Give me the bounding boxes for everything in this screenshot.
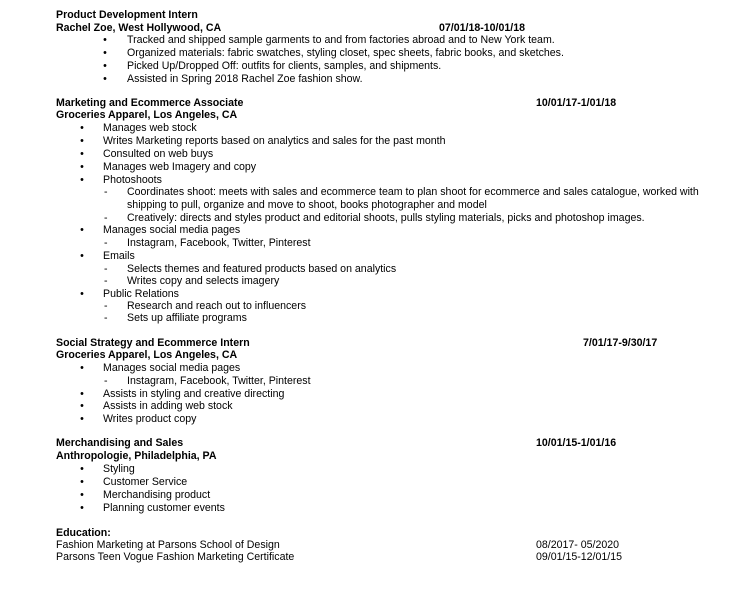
- list-item: Manages social media pages: [103, 362, 241, 374]
- job-title: Social Strategy and Ecommerce Intern: [56, 337, 250, 349]
- dash-icon: -: [104, 312, 108, 324]
- bullet-icon: •: [80, 489, 84, 501]
- bullet-icon: •: [80, 413, 84, 425]
- job-company: Anthropologie, Philadelphia, PA: [56, 450, 217, 462]
- sub-list-item: Creatively: directs and styles product and editorial shoots, pulls styling materials, picks and photoshop images.: [127, 212, 645, 224]
- job-dates: 10/01/17-1/01/18: [536, 97, 617, 109]
- list-item: Planning customer events: [103, 502, 225, 514]
- list-item: Merchandising product: [103, 489, 211, 501]
- list-item: Public Relations: [103, 288, 179, 300]
- list-item: Customer Service: [103, 476, 188, 488]
- education-item: Fashion Marketing at Parsons School of Design: [56, 539, 280, 551]
- education-dates: 09/01/15-12/01/15: [536, 551, 623, 563]
- sub-list-item: Coordinates shoot: meets with sales and ecommerce team to plan shoot for ecommerce and sales catalogue, worked with: [127, 186, 699, 198]
- sub-list-item: Research and reach out to influencers: [127, 300, 307, 312]
- bullet-icon: •: [80, 135, 84, 147]
- bullet-icon: •: [80, 148, 84, 160]
- list-item: Manages web Imagery and copy: [103, 161, 257, 173]
- job-company: Groceries Apparel, Los Angeles, CA: [56, 109, 238, 121]
- bullet-icon: •: [80, 400, 84, 412]
- sub-list-item: Selects themes and featured products based on analytics: [127, 263, 397, 275]
- bullet-icon: •: [103, 73, 107, 85]
- job-title: Merchandising and Sales: [56, 437, 184, 449]
- sub-list-item-continued: shipping to pull, organize and move to shoot, books photographer and model: [127, 199, 487, 211]
- bullet-icon: •: [80, 463, 84, 475]
- bullet-icon: •: [80, 388, 84, 400]
- sub-list-item: Instagram, Facebook, Twitter, Pinterest: [127, 375, 311, 387]
- job-dates: 10/01/15-1/01/16: [536, 437, 617, 449]
- job-dates: 07/01/18-10/01/18: [439, 22, 526, 34]
- bullet-icon: •: [80, 288, 84, 300]
- list-item: Assists in styling and creative directing: [103, 388, 285, 400]
- list-item: Manages social media pages: [103, 224, 241, 236]
- list-item: Organized materials: fabric swatches, styling closet, spec sheets, fabric books, and sketches.: [127, 47, 564, 59]
- job-company: Groceries Apparel, Los Angeles, CA: [56, 349, 238, 361]
- list-item: Tracked and shipped sample garments to and from factories abroad and to New York team.: [127, 34, 555, 46]
- list-item: Assisted in Spring 2018 Rachel Zoe fashion show.: [127, 73, 363, 85]
- bullet-icon: •: [80, 122, 84, 134]
- bullet-icon: •: [80, 502, 84, 514]
- job-title: Marketing and Ecommerce Associate: [56, 97, 244, 109]
- dash-icon: -: [104, 263, 108, 275]
- list-item: Assists in adding web stock: [103, 400, 233, 412]
- dash-icon: -: [104, 300, 108, 312]
- sub-list-item: Sets up affiliate programs: [127, 312, 247, 324]
- job-dates: 7/01/17-9/30/17: [583, 337, 658, 349]
- job-title: Product Development Intern: [56, 9, 198, 21]
- list-item: Writes Marketing reports based on analytics and sales for the past month: [103, 135, 446, 147]
- dash-icon: -: [104, 212, 108, 224]
- bullet-icon: •: [80, 174, 84, 186]
- dash-icon: -: [104, 375, 108, 387]
- list-item: Emails: [103, 250, 135, 262]
- bullet-icon: •: [80, 250, 84, 262]
- education-dates: 08/2017- 05/2020: [536, 539, 620, 551]
- sub-list-item: Instagram, Facebook, Twitter, Pinterest: [127, 237, 311, 249]
- list-item: Consulted on web buys: [103, 148, 214, 160]
- education-item: Parsons Teen Vogue Fashion Marketing Certificate: [56, 551, 295, 563]
- bullet-icon: •: [80, 362, 84, 374]
- list-item: Manages web stock: [103, 122, 197, 134]
- dash-icon: -: [104, 275, 108, 287]
- job-company: Rachel Zoe, West Hollywood, CA: [56, 22, 222, 34]
- bullet-icon: •: [103, 34, 107, 46]
- bullet-icon: •: [103, 60, 107, 72]
- education-heading: Education:: [56, 527, 111, 539]
- dash-icon: -: [104, 237, 108, 249]
- bullet-icon: •: [80, 476, 84, 488]
- list-item: Picked Up/Dropped Off: outfits for clients, samples, and shipments.: [127, 60, 442, 72]
- sub-list-item: Writes copy and selects imagery: [127, 275, 280, 287]
- bullet-icon: •: [80, 161, 84, 173]
- dash-icon: -: [104, 186, 108, 198]
- list-item: Writes product copy: [103, 413, 197, 425]
- bullet-icon: •: [80, 224, 84, 236]
- list-item: Styling: [103, 463, 135, 475]
- list-item: Photoshoots: [103, 174, 162, 186]
- bullet-icon: •: [103, 47, 107, 59]
